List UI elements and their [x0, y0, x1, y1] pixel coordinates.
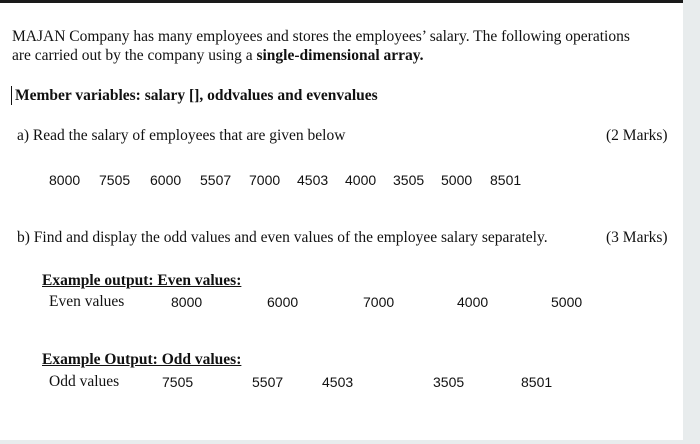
odd-row-label: Odd values: [49, 373, 120, 390]
even-value-3: 7000: [363, 294, 395, 310]
intro-line-2-prefix: are carried out by the company using a: [12, 47, 253, 64]
salary-value-5: 7000: [249, 172, 281, 188]
salary-value-3: 6000: [150, 172, 182, 188]
text-cursor: [11, 86, 12, 105]
top-border: [0, 0, 700, 3]
even-example-heading: Example output: Even values:: [42, 272, 242, 289]
part-b-question: b) Find and display the odd values and even values of the employee salary separately.: [17, 229, 548, 246]
even-value-2: 6000: [267, 294, 299, 310]
odd-value-5: 8501: [521, 374, 553, 390]
salary-value-8: 3505: [393, 172, 425, 188]
intro-line-2-bold: single-dimensional array.: [256, 47, 424, 64]
part-b-marks: (3 Marks): [606, 229, 668, 246]
part-a-marks: (2 Marks): [606, 127, 668, 144]
even-value-5: 5000: [551, 294, 583, 310]
odd-value-2: 5507: [252, 374, 284, 390]
intro-line-2: [12, 47, 424, 65]
salary-value-4: 5507: [200, 172, 232, 188]
odd-value-3: 4503: [322, 374, 354, 390]
odd-value-4: 3505: [433, 374, 465, 390]
even-row-label: Even values: [49, 293, 125, 310]
member-variables: Member variables: salary [], oddvalues and evenvalues: [15, 87, 378, 104]
intro-line-1: MAJAN Company has many employees and stores the employees’ salary. The following operations: [12, 28, 630, 45]
part-a-question: a) Read the salary of employees that are given below: [17, 127, 346, 144]
salary-value-2: 7505: [99, 172, 131, 188]
even-value-1: 8000: [171, 294, 203, 310]
even-value-4: 4000: [457, 294, 489, 310]
salary-value-9: 5000: [441, 172, 473, 188]
odd-value-1: 7505: [162, 374, 194, 390]
salary-value-6: 4503: [297, 172, 329, 188]
salary-value-10: 8501: [490, 172, 522, 188]
salary-value-1: 8000: [49, 172, 81, 188]
odd-example-heading: Example Output: Odd values:: [42, 351, 242, 368]
right-margin: [683, 0, 700, 444]
bottom-margin: [0, 440, 700, 444]
salary-value-7: 4000: [345, 172, 377, 188]
